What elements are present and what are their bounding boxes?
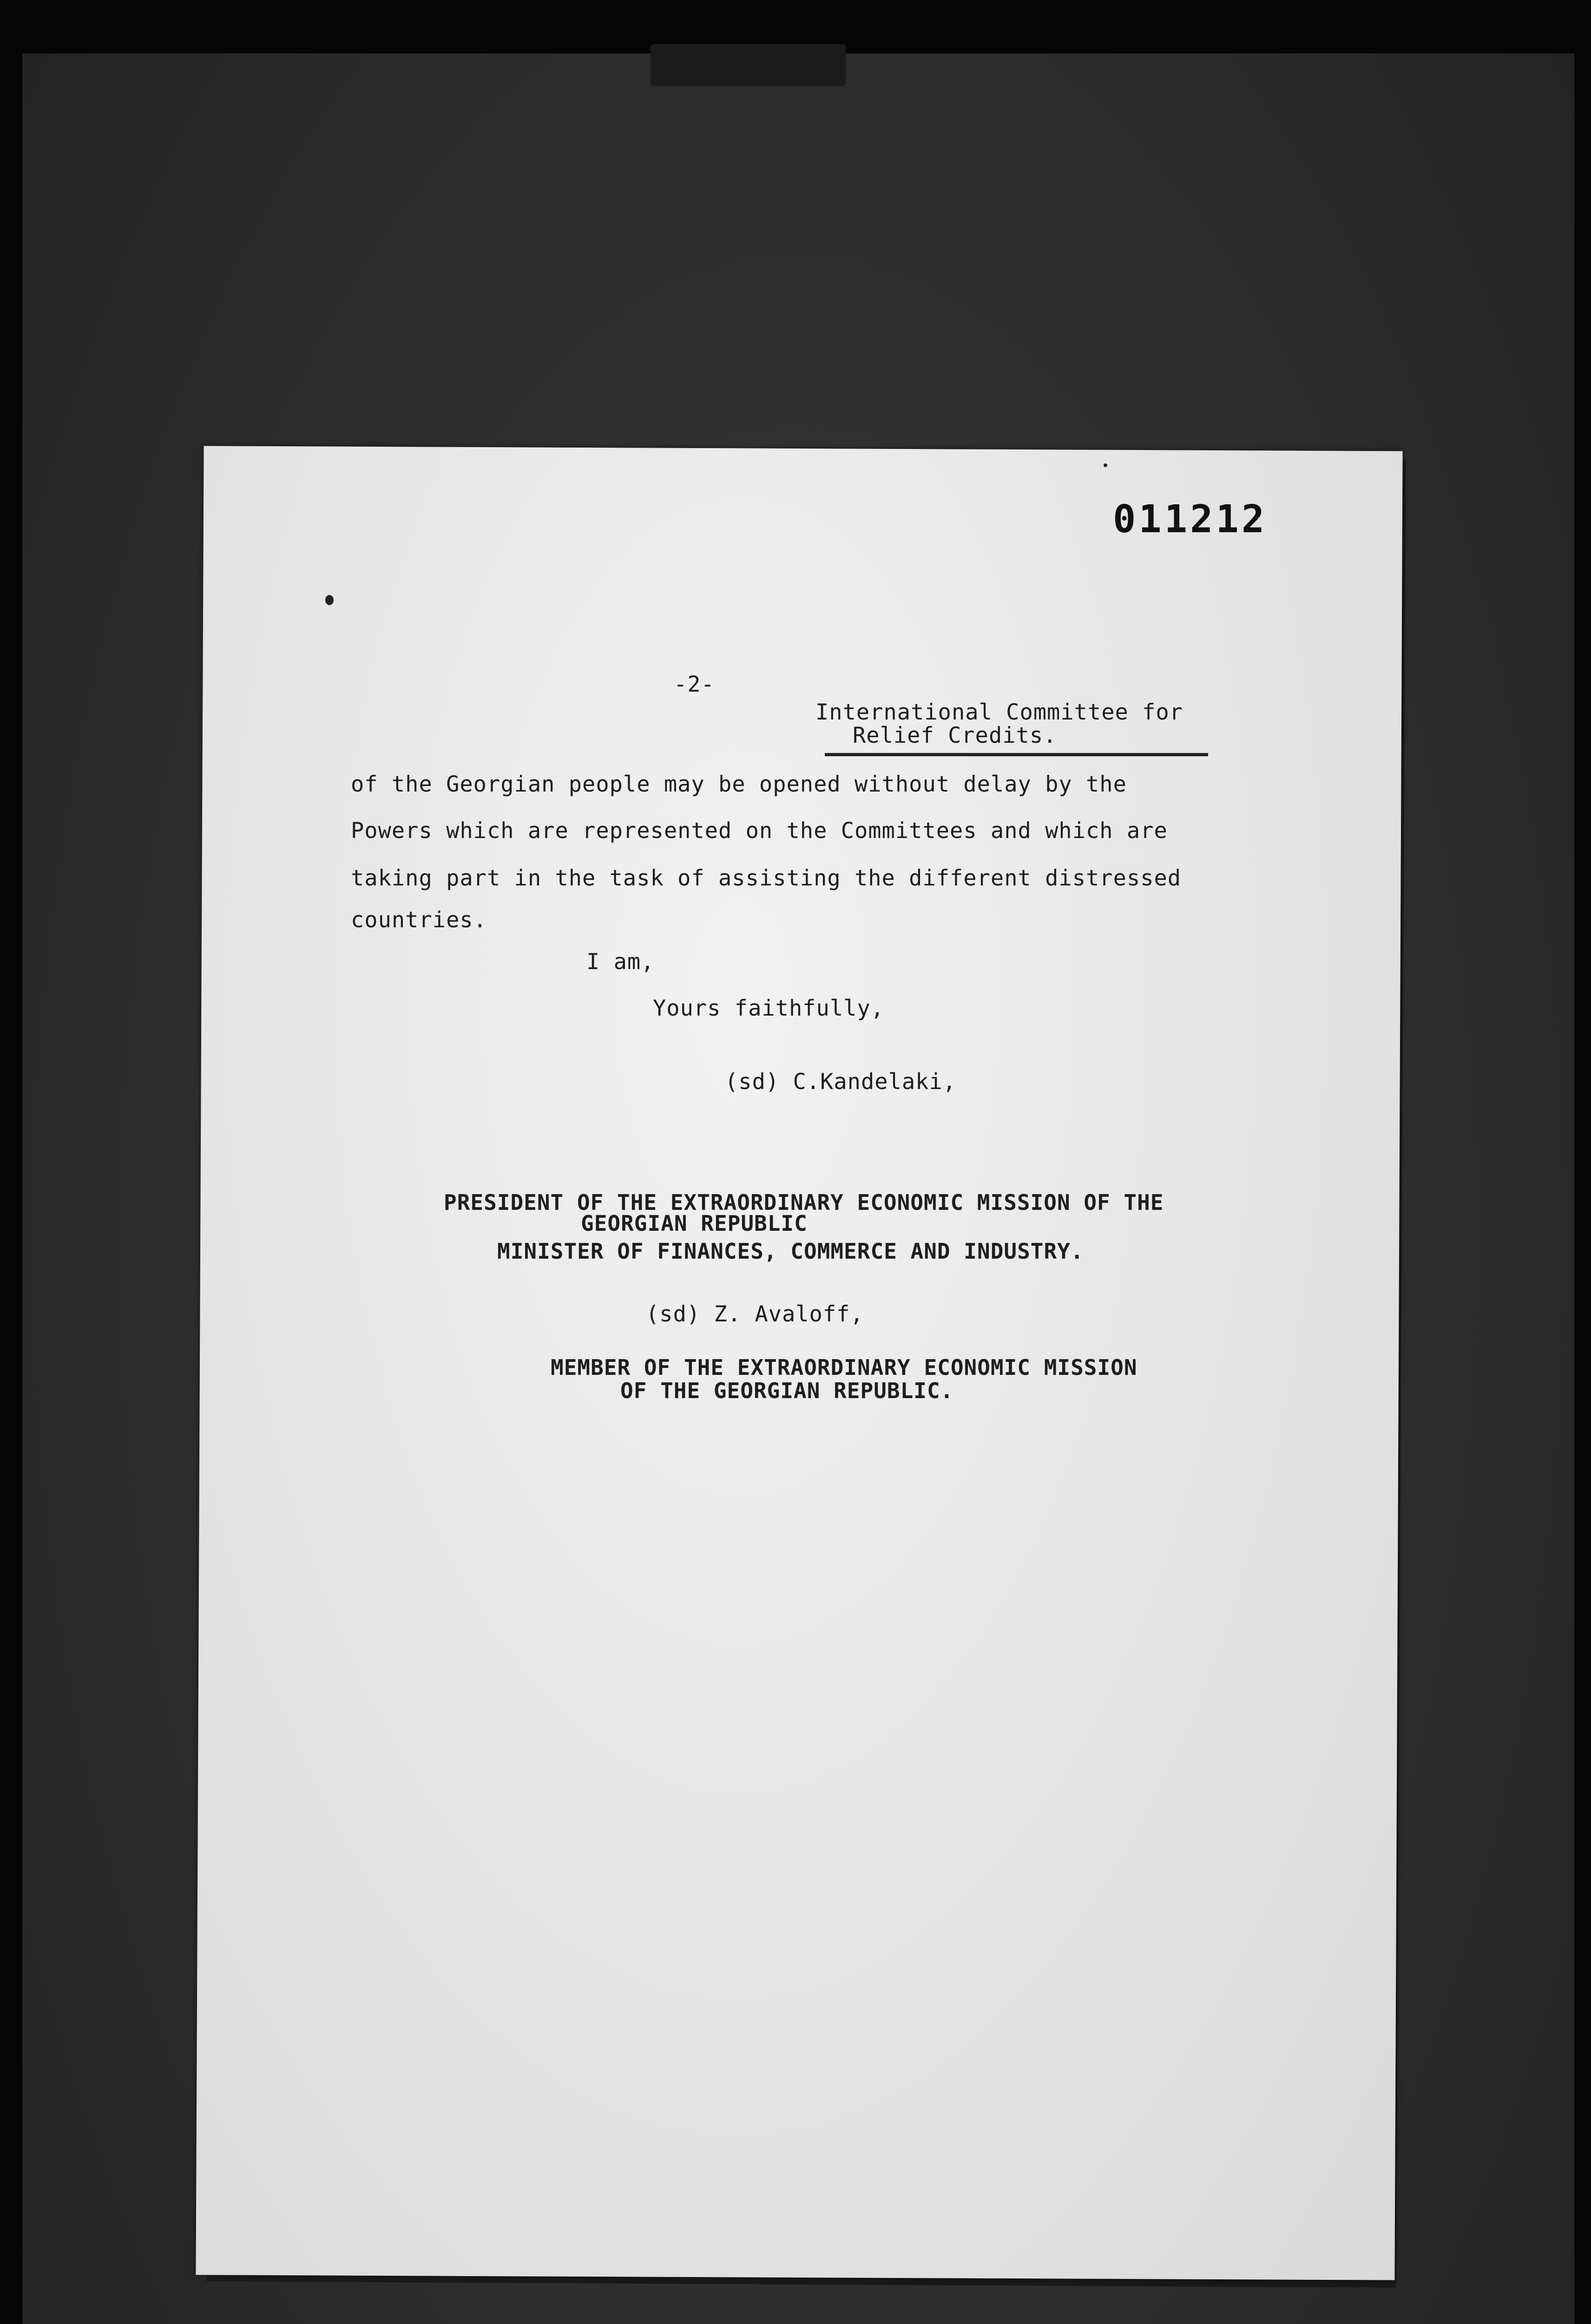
recipient-underline: [825, 753, 1208, 756]
title-2-line-2: OF THE GEORGIAN REPUBLIC.: [620, 1378, 954, 1403]
body-line-3: taking part in the task of assisting the different distressed: [351, 865, 1182, 891]
recipient-line-2: Relief Credits.: [853, 723, 1057, 748]
body-line-1: of the Georgian people may be opened without delay by the: [351, 772, 1127, 797]
archive-number-stamp: 011212: [1113, 497, 1268, 541]
title-1-line-1: PRESIDENT OF THE EXTRAORDINARY ECONOMIC MISSION OF THE: [444, 1190, 1164, 1215]
closing-text: I am,: [586, 949, 655, 975]
signature-kandelaki: (sd) C.Kandelaki,: [725, 1069, 957, 1095]
body-line-2: Powers which are represented on the Committees and which are: [351, 818, 1168, 844]
signature-avaloff: (sd) Z. Avaloff,: [646, 1301, 864, 1327]
page-marker: -2-: [674, 672, 715, 697]
recipient-line-1: International Committee for: [815, 700, 1183, 725]
paper-speck: [1104, 463, 1107, 467]
body-line-4: countries.: [351, 907, 487, 933]
title-1-line-2: GEORGIAN REPUBLIC: [581, 1211, 808, 1236]
paper-speck: [325, 595, 334, 605]
title-1-line-3: MINISTER OF FINANCES, COMMERCE AND INDUSTRY.: [497, 1239, 1084, 1264]
clip-tab: [651, 44, 846, 86]
title-2-line-1: MEMBER OF THE EXTRAORDINARY ECONOMIC MISSION: [551, 1355, 1137, 1380]
valediction-text: Yours faithfully,: [653, 996, 885, 1021]
